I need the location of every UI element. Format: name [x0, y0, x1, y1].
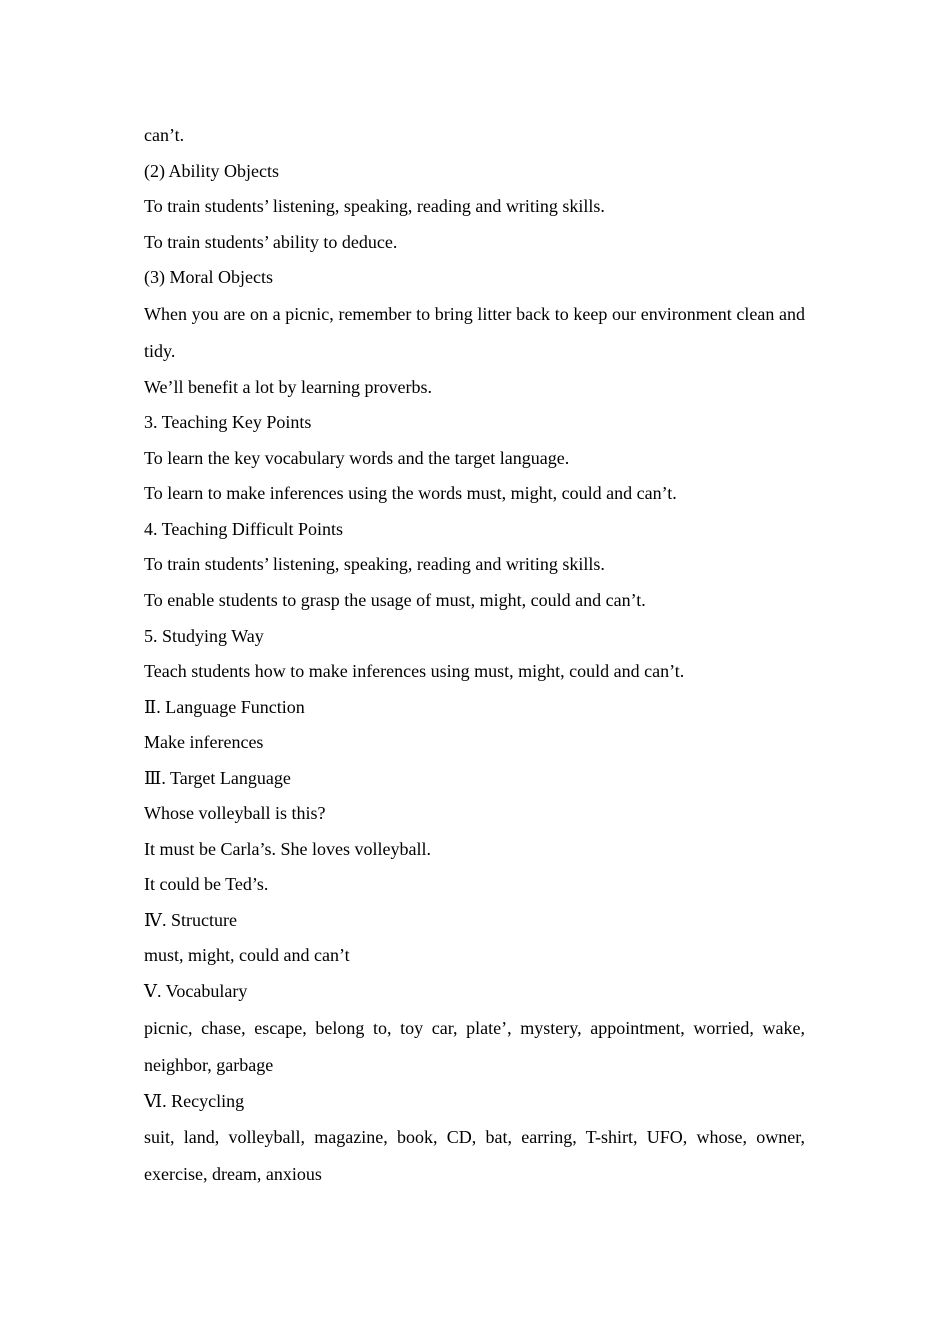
text-paragraph: When you are on a picnic, remember to bring litter back to keep our environment clean and tidy.	[144, 303, 805, 361]
section-heading-language-function: Ⅱ. Language Function	[144, 696, 305, 717]
section-heading-key-points: 3. Teaching Key Points	[144, 412, 312, 433]
text-line: can’t.	[144, 125, 185, 145]
text-line: To train students’ listening, speaking, reading and writing skills.	[144, 554, 605, 575]
text-line: To learn to make inferences using the words must, might, could and can’t.	[144, 483, 677, 504]
text-line: To train students’ ability to deduce.	[144, 231, 398, 252]
text-line: It must be Carla’s. She loves volleyball.	[144, 838, 431, 859]
text-line: We’ll benefit a lot by learning proverbs.	[144, 376, 432, 397]
section-heading-difficult-points: 4. Teaching Difficult Points	[144, 518, 344, 539]
section-heading-moral-objects: (3) Moral Objects	[144, 267, 273, 288]
section-heading-recycling: Ⅵ. Recycling	[144, 1090, 245, 1111]
text-line: must, might, could and can’t	[144, 945, 350, 966]
text-line: It could be Ted’s.	[144, 874, 269, 895]
section-heading-ability-objects: (2) Ability Objects	[144, 160, 279, 181]
text-line: Make inferences	[144, 732, 264, 753]
text-paragraph: suit, land, volleyball, magazine, book, CD, bat, earring, T-shirt, UFO, whose, owner, exercise, dream, anxious	[144, 1127, 805, 1185]
document-page	[144, 118, 805, 1193]
section-heading-target-language: Ⅲ. Target Language	[144, 767, 291, 788]
text-line: Teach students how to make inferences using must, might, could and can’t.	[144, 661, 685, 682]
text-line: To learn the key vocabulary words and the target language.	[144, 447, 570, 468]
text-paragraph: picnic, chase, escape, belong to, toy car, plate’, mystery, appointment, worried, wake, neighbor, garbage	[144, 1017, 805, 1075]
text-line: To enable students to grasp the usage of must, might, could and can’t.	[144, 590, 646, 611]
section-heading-vocabulary: Ⅴ. Vocabulary	[144, 981, 248, 1002]
text-line: To train students’ listening, speaking, reading and writing skills.	[144, 196, 605, 217]
text-line: Whose volleyball is this?	[144, 803, 326, 824]
section-heading-studying-way: 5. Studying Way	[144, 625, 264, 646]
section-heading-structure: Ⅳ. Structure	[144, 909, 237, 930]
